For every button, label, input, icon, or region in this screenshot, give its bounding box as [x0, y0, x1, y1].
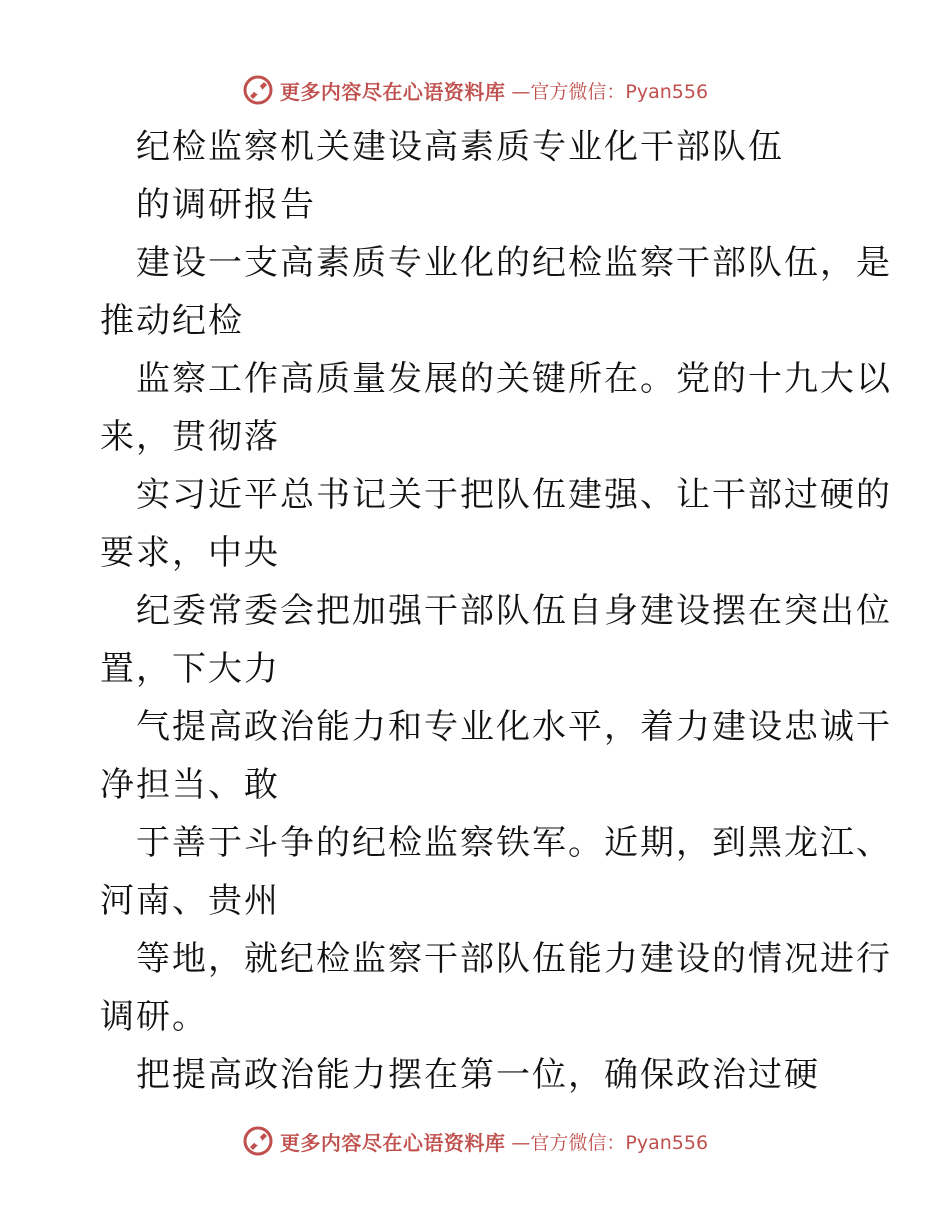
document-title-line-2: 的调研报告 — [136, 185, 316, 225]
paragraph-line: 河南、贵州 — [100, 881, 280, 921]
paragraph-line: 纪委常委会把加强干部队伍自身建设摆在突出位 — [136, 591, 892, 631]
paragraph-line: 气提高政治能力和专业化水平，着力建设忠诚干 — [136, 707, 892, 747]
watermark-contact-text: —官方微信：Pyan556 — [511, 1131, 709, 1154]
watermark-contact-text: —官方微信：Pyan556 — [511, 80, 709, 103]
paragraph-line: 等地，就纪检监察干部队伍能力建设的情况进行 — [136, 939, 892, 979]
paragraph-line: 推动纪检 — [100, 301, 244, 341]
paragraph-line: 净担当、敢 — [100, 765, 280, 805]
paragraph-line: 来，贯彻落 — [100, 417, 280, 457]
header-watermark — [0, 70, 950, 110]
watermark-site-text: 更多内容尽在心语资料库 — [279, 79, 506, 104]
paragraph-line: 实习近平总书记关于把队伍建强、让干部过硬的 — [136, 475, 892, 515]
logo-icon — [242, 1125, 274, 1157]
paragraph-line: 调研。 — [100, 997, 208, 1037]
watermark-site-text: 更多内容尽在心语资料库 — [279, 1130, 506, 1155]
paragraph-line: 把提高政治能力摆在第一位，确保政治过硬 — [136, 1055, 820, 1095]
document-title-line-1: 纪检监察机关建设高素质专业化干部队伍 — [136, 127, 784, 167]
footer-watermark — [0, 1121, 950, 1161]
paragraph-line: 监察工作高质量发展的关键所在。党的十九大以 — [136, 359, 892, 399]
paragraph-line: 于善于斗争的纪检监察铁军。近期，到黑龙江、 — [136, 823, 892, 863]
paragraph-line: 置，下大力 — [100, 649, 280, 689]
paragraph-line: 建设一支高素质专业化的纪检监察干部队伍，是 — [136, 243, 892, 283]
logo-icon — [242, 74, 274, 106]
paragraph-line: 要求，中央 — [100, 533, 280, 573]
